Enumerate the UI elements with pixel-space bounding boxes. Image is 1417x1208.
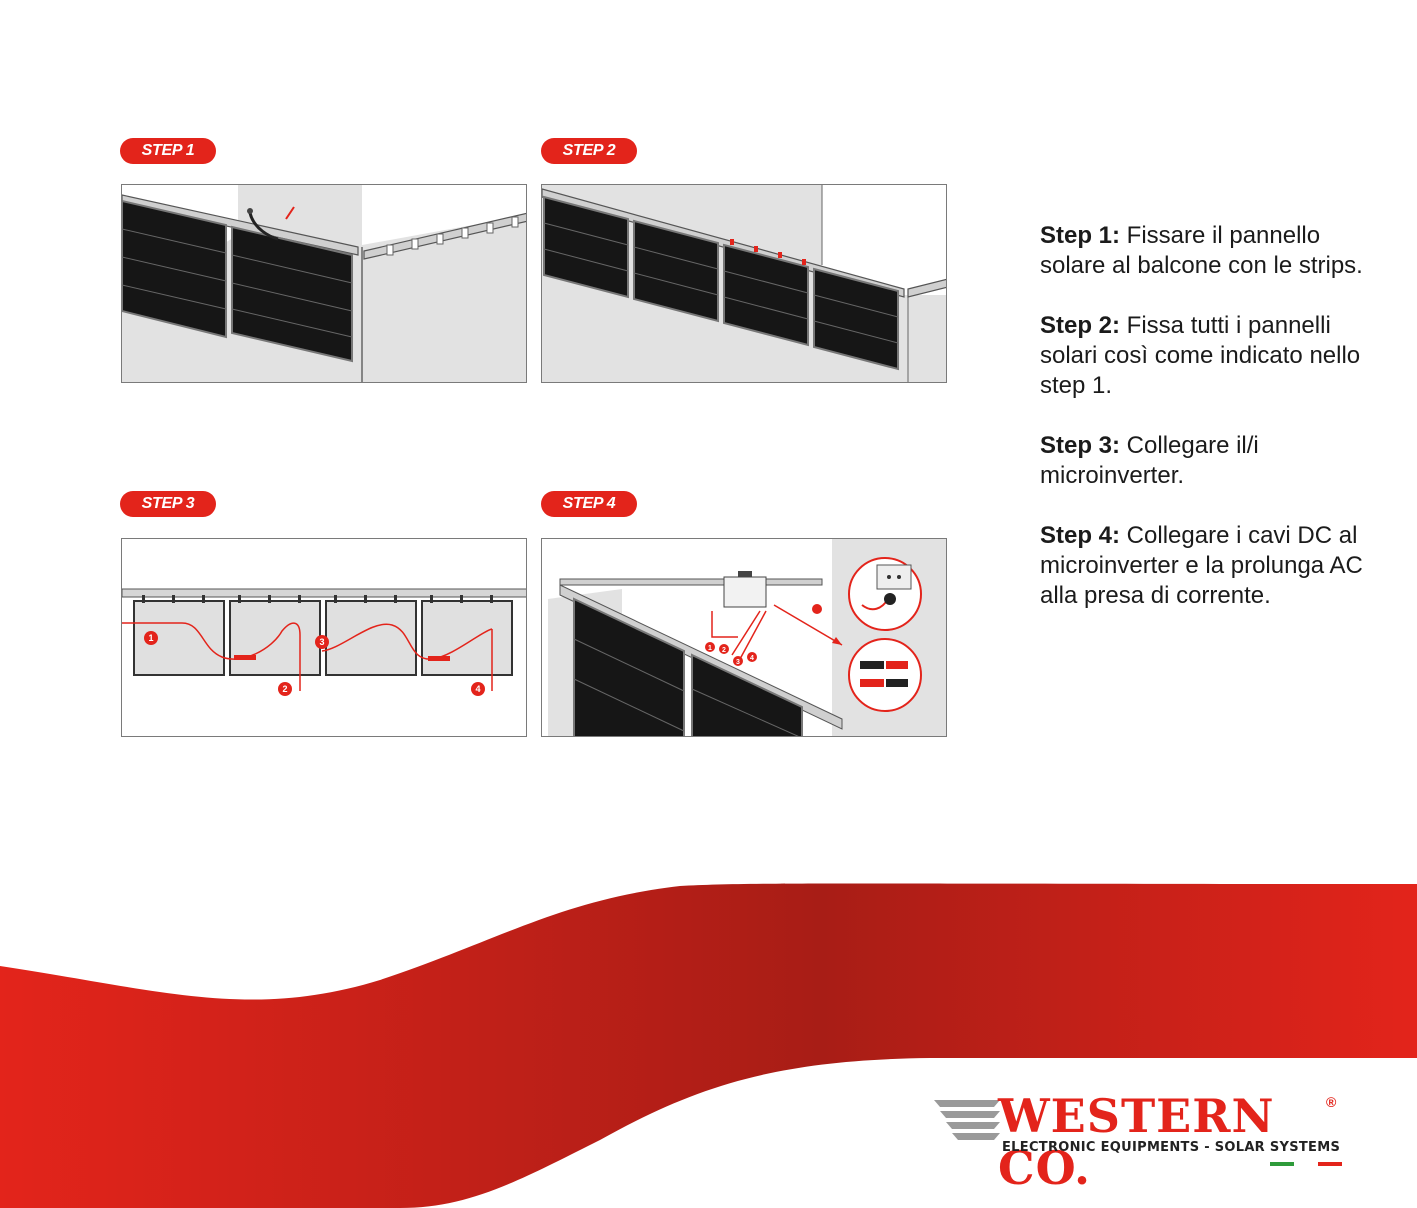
step3-marker-4: 4 bbox=[475, 684, 481, 694]
step-3-badge: STEP 3 bbox=[120, 491, 216, 517]
instruction-step-4-label: Step 4: bbox=[1040, 522, 1121, 549]
step-3-illustration bbox=[121, 538, 527, 737]
step4-marker-1: 1 bbox=[708, 645, 712, 652]
instruction-step-1-label: Step 1: bbox=[1040, 222, 1121, 249]
step-1-badge: STEP 1 bbox=[120, 138, 216, 164]
step-2-badge: STEP 2 bbox=[541, 138, 637, 164]
step-4-illustration bbox=[541, 538, 947, 737]
instruction-step-4 bbox=[1040, 521, 1370, 611]
instruction-step-2-text: Fissa tutti i pannelli solari così come indicato nello step 1. bbox=[1040, 312, 1361, 399]
step3-marker-1: 1 bbox=[148, 633, 154, 643]
speed-lines-icon bbox=[930, 1096, 1000, 1140]
step-1-illustration bbox=[121, 184, 527, 383]
step-4-badge: STEP 4 bbox=[541, 491, 637, 517]
step3-marker-2: 2 bbox=[282, 684, 288, 694]
instruction-step-1-text: Fissare il pannello solare al balcone con le strips. bbox=[1040, 222, 1363, 279]
step4-marker-3: 3 bbox=[736, 659, 740, 666]
instruction-step-2 bbox=[1040, 311, 1370, 401]
step4-marker-4: 4 bbox=[750, 655, 754, 662]
instruction-step-3-label: Step 3: bbox=[1040, 432, 1121, 459]
western-co-logo bbox=[930, 1089, 1350, 1195]
logo-name: WESTERN CO. bbox=[998, 1089, 1275, 1195]
instruction-step-1 bbox=[1040, 221, 1370, 281]
instruction-step-3 bbox=[1040, 431, 1370, 491]
flag-green-stripe bbox=[1270, 1162, 1294, 1166]
step-2-illustration bbox=[541, 184, 947, 383]
step3-marker-3: 3 bbox=[319, 637, 325, 647]
flag-red-stripe bbox=[1318, 1162, 1342, 1166]
flag-white-stripe bbox=[1294, 1162, 1318, 1166]
step4-marker-2: 2 bbox=[722, 647, 726, 654]
instruction-step-2-label: Step 2: bbox=[1040, 312, 1121, 339]
instruction-step-4-text: Collegare i cavi DC al microinverter e la prolunga AC alla presa di corrente. bbox=[1040, 522, 1363, 609]
registered-mark: ® bbox=[1326, 1094, 1337, 1110]
logo-tagline: ELECTRONIC EQUIPMENTS - SOLAR SYSTEMS bbox=[1002, 1140, 1341, 1155]
instruction-step-3-text: Collegare il/i microinverter. bbox=[1040, 432, 1259, 489]
instructions-list bbox=[1040, 221, 1370, 641]
